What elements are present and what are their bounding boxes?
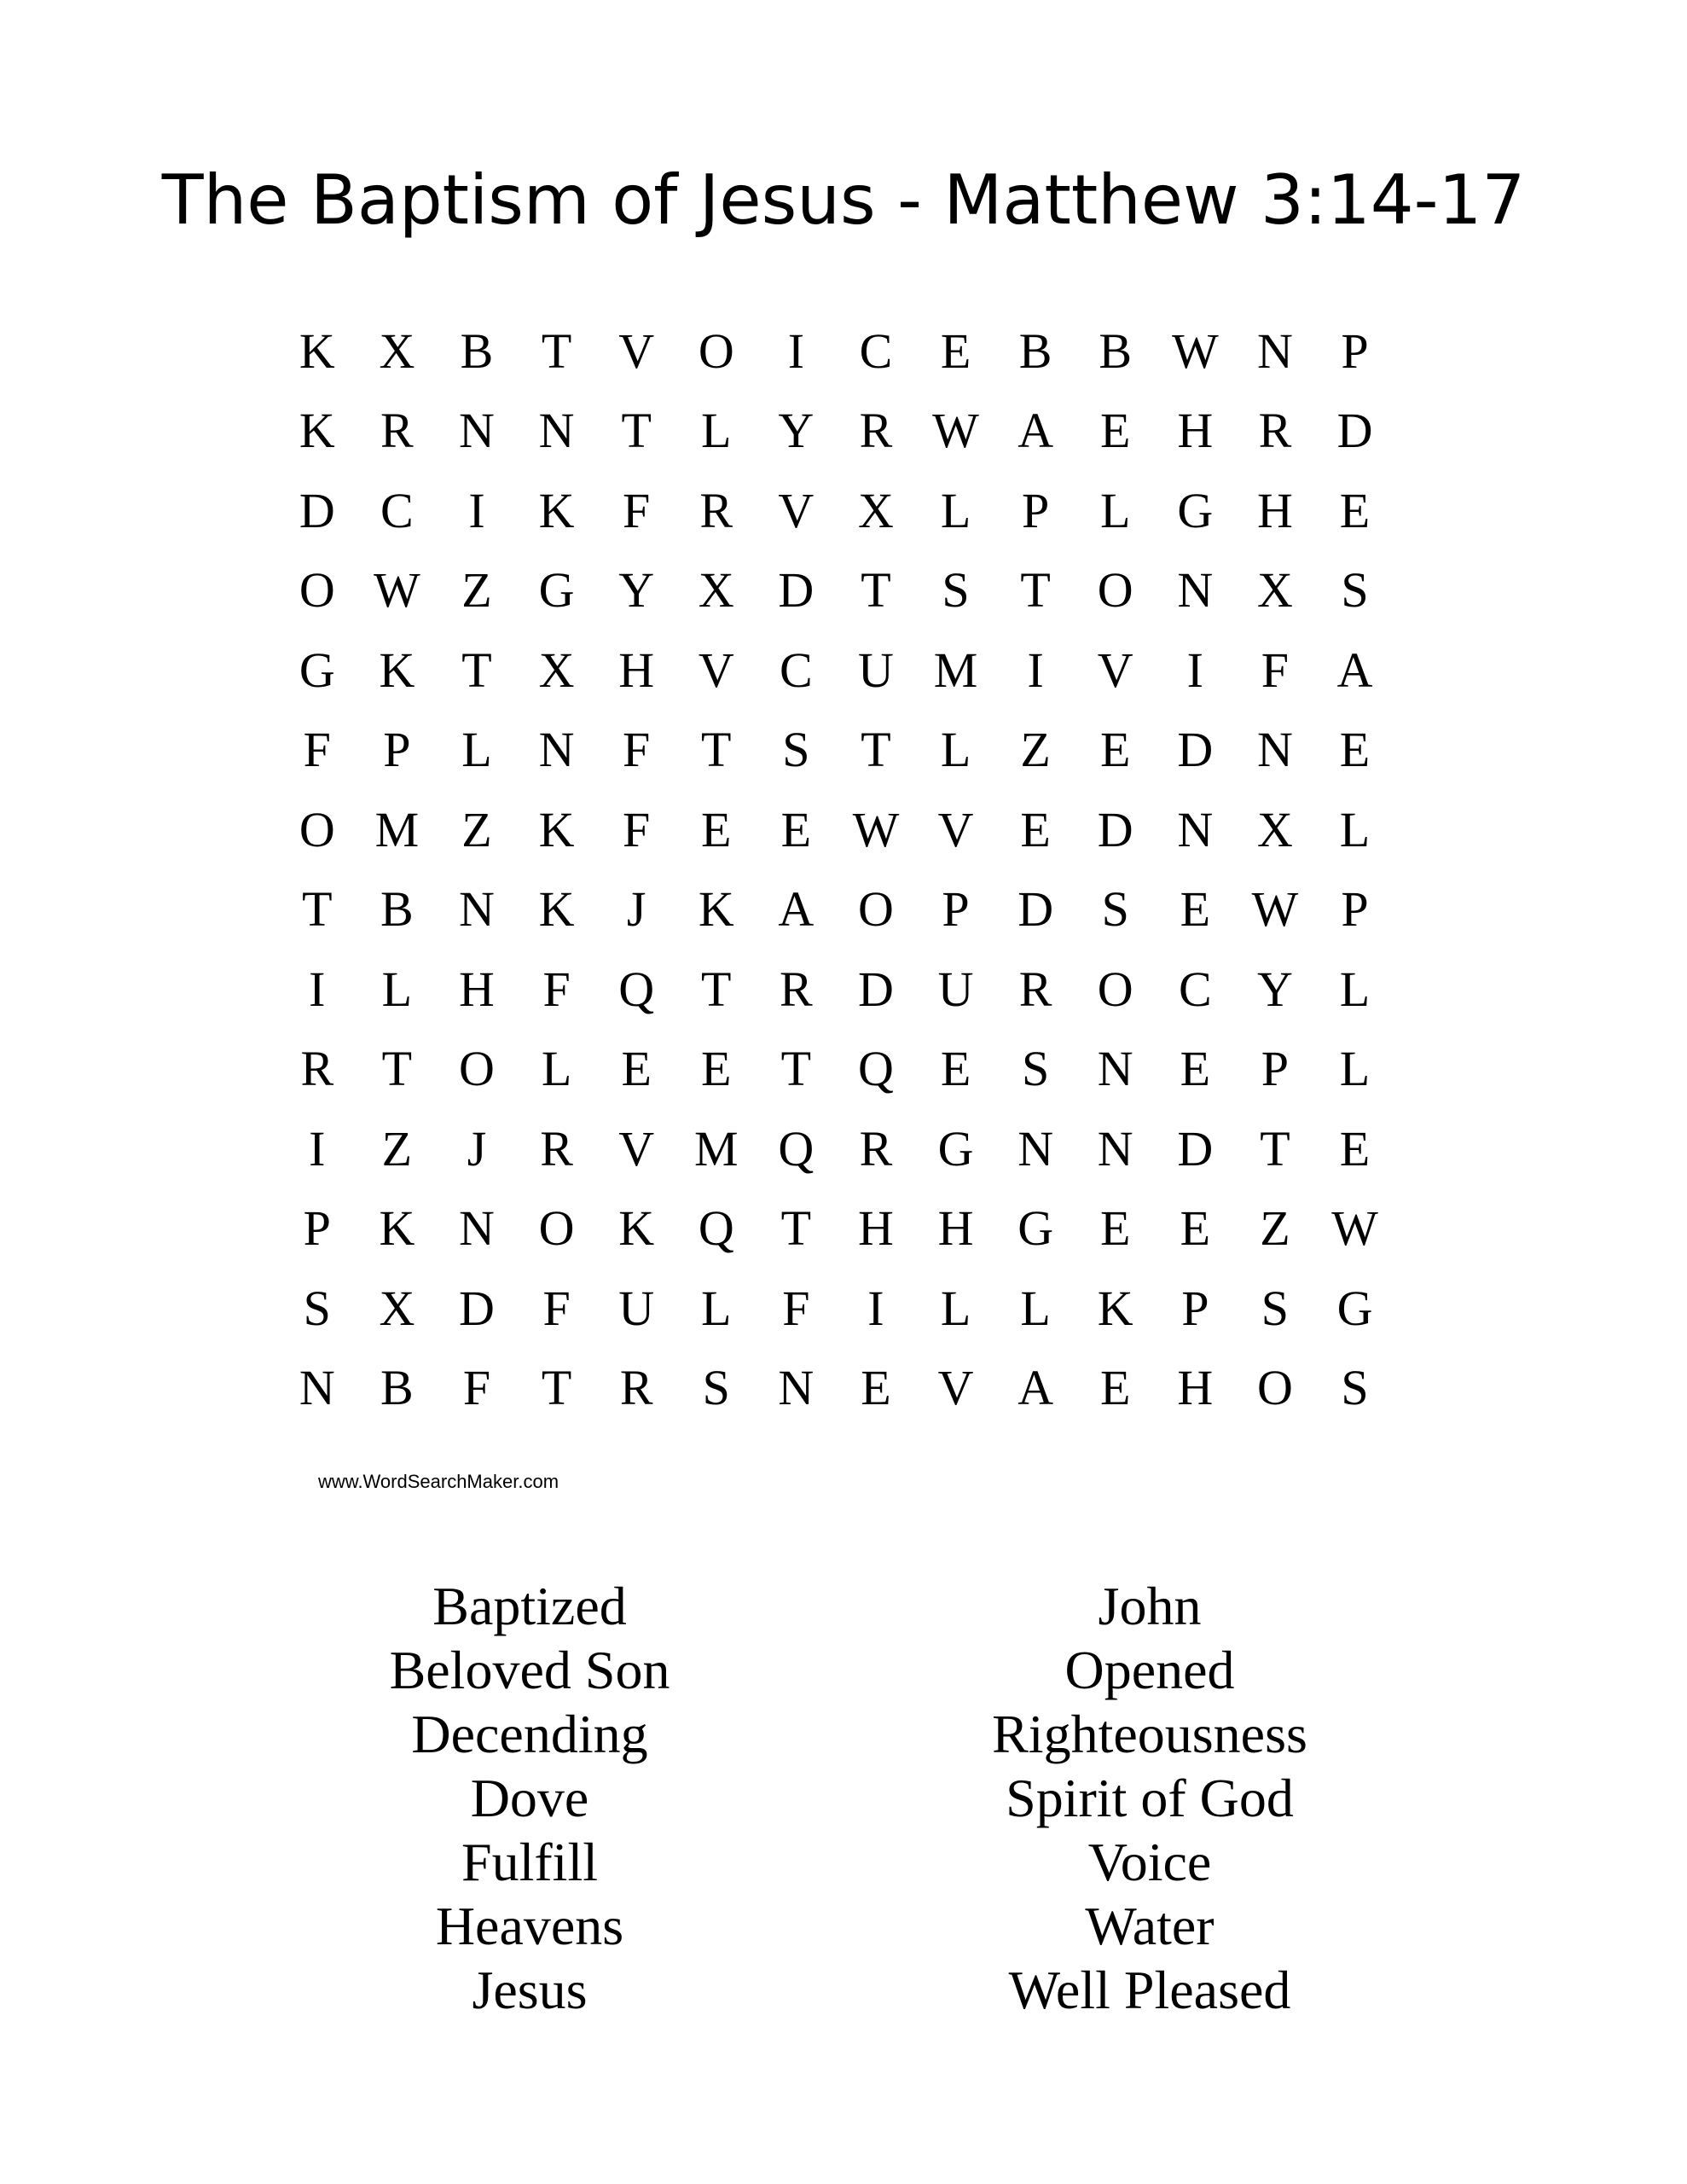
- grid-letter: A: [778, 881, 815, 938]
- grid-letter: I: [787, 322, 805, 379]
- watermark-url: www.WordSearchMaker.com: [318, 1471, 559, 1492]
- grid-letter: Z: [461, 801, 492, 857]
- grid-letter: P: [1181, 1280, 1209, 1336]
- word-list-item: Fulfill: [461, 1832, 599, 1892]
- grid-letter: R: [699, 482, 733, 538]
- grid-letter: S: [702, 1360, 730, 1416]
- grid-letter: S: [1341, 1360, 1369, 1416]
- grid-letter: V: [778, 482, 815, 538]
- grid-letter: P: [1341, 881, 1369, 938]
- grid-letter: F: [782, 1280, 810, 1336]
- grid-letter: E: [780, 801, 812, 857]
- grid-letter: E: [701, 801, 732, 857]
- grid-letter: N: [538, 722, 575, 778]
- grid-letter: F: [303, 722, 331, 778]
- grid-letter: E: [1339, 482, 1371, 538]
- grid-letter: V: [618, 322, 655, 379]
- grid-letter: O: [299, 801, 335, 857]
- word-list-item: Opened: [1064, 1640, 1235, 1700]
- grid-letter: E: [1100, 403, 1131, 459]
- grid-letter: U: [858, 642, 894, 698]
- grid-letter: U: [937, 961, 974, 1017]
- grid-letter: M: [374, 801, 420, 857]
- grid-letter: F: [542, 961, 571, 1017]
- grid-letter: G: [1177, 482, 1214, 538]
- grid-letter: F: [623, 482, 651, 538]
- grid-letter: B: [460, 322, 494, 379]
- grid-letter: G: [299, 642, 335, 698]
- grid-letter: X: [1256, 801, 1293, 857]
- grid-letter: E: [1100, 1360, 1131, 1416]
- grid-letter: Y: [1256, 961, 1293, 1017]
- grid-letter: O: [698, 322, 734, 379]
- grid-letter: O: [299, 562, 335, 619]
- grid-letter: L: [461, 722, 492, 778]
- grid-letter: L: [1339, 1041, 1371, 1097]
- grid-letter: G: [937, 1120, 974, 1176]
- grid-letter: O: [858, 881, 894, 938]
- grid-letter: F: [462, 1360, 491, 1416]
- grid-letter: J: [467, 1120, 487, 1176]
- grid-letter: V: [698, 642, 734, 698]
- grid-letter: X: [379, 1280, 415, 1336]
- grid-letter: I: [468, 482, 485, 538]
- grid-letter: F: [623, 801, 651, 857]
- grid-letter: G: [538, 562, 575, 619]
- grid-letter: T: [621, 403, 652, 459]
- grid-letter: N: [1097, 1041, 1133, 1097]
- grid-letter: D: [459, 1280, 495, 1336]
- grid-letter: H: [1177, 403, 1214, 459]
- grid-letter: K: [618, 1200, 655, 1257]
- grid-letter: T: [541, 322, 572, 379]
- grid-letter: K: [698, 881, 734, 938]
- word-list-item: Decending: [411, 1704, 648, 1764]
- grid-letter: V: [937, 1360, 974, 1416]
- grid-letter: N: [459, 1200, 495, 1257]
- grid-letter: Q: [778, 1120, 815, 1176]
- grid-letter: O: [1256, 1360, 1293, 1416]
- grid-letter: U: [618, 1280, 655, 1336]
- grid-letter: F: [623, 722, 651, 778]
- grid-letter: T: [302, 881, 333, 938]
- grid-letter: V: [618, 1120, 655, 1176]
- grid-letter: Z: [1260, 1200, 1290, 1257]
- grid-letter: W: [374, 562, 420, 619]
- grid-letter: E: [1180, 1200, 1211, 1257]
- grid-letter: H: [858, 1200, 894, 1257]
- grid-letter: B: [1099, 322, 1133, 379]
- grid-letter: R: [300, 1041, 334, 1097]
- grid-letter: T: [701, 961, 732, 1017]
- grid-letter: G: [1336, 1280, 1373, 1336]
- grid-letter: X: [698, 562, 734, 619]
- grid-letter: P: [1022, 482, 1050, 538]
- grid-letter: N: [538, 403, 575, 459]
- grid-letter: S: [942, 562, 970, 619]
- grid-letter: L: [701, 1280, 732, 1336]
- grid-letter: A: [1017, 1360, 1054, 1416]
- grid-letter: Q: [698, 1200, 734, 1257]
- grid-letter: M: [693, 1120, 739, 1176]
- grid-letter: K: [379, 642, 415, 698]
- word-list-item: Heavens: [435, 1896, 624, 1956]
- grid-letter: P: [383, 722, 411, 778]
- grid-letter: I: [309, 961, 326, 1017]
- grid-letter: X: [538, 642, 575, 698]
- grid-letter: L: [940, 722, 971, 778]
- grid-letter: E: [861, 1360, 891, 1416]
- word-list-item: Beloved Son: [389, 1640, 670, 1700]
- grid-letter: H: [459, 961, 495, 1017]
- grid-letter: D: [299, 482, 335, 538]
- grid-letter: L: [1339, 961, 1371, 1017]
- grid-letter: T: [861, 562, 891, 619]
- grid-letter: L: [701, 403, 732, 459]
- grid-letter: K: [538, 801, 575, 857]
- grid-letter: S: [303, 1280, 331, 1336]
- word-list-item: Jesus: [472, 1960, 588, 2020]
- word-list-item: Voice: [1087, 1832, 1212, 1892]
- grid-letter: L: [940, 482, 971, 538]
- grid-letter: X: [858, 482, 894, 538]
- grid-letter: S: [1022, 1041, 1050, 1097]
- grid-letter: J: [626, 881, 646, 938]
- grid-letter: R: [540, 1120, 573, 1176]
- grid-letter: P: [1341, 322, 1369, 379]
- word-list-item: Baptized: [432, 1576, 627, 1636]
- grid-letter: I: [309, 1120, 326, 1176]
- grid-letter: R: [619, 1360, 653, 1416]
- grid-letter: N: [778, 1360, 815, 1416]
- grid-letter: V: [1097, 642, 1133, 698]
- grid-letter: D: [1177, 1120, 1214, 1176]
- grid-letter: I: [867, 1280, 884, 1336]
- grid-letter: T: [861, 722, 891, 778]
- grid-letter: L: [1020, 1280, 1051, 1336]
- grid-letter: M: [933, 642, 978, 698]
- grid-letter: Y: [618, 562, 655, 619]
- grid-letter: L: [1100, 482, 1131, 538]
- grid-letter: W: [1331, 1200, 1378, 1257]
- grid-letter: T: [780, 1200, 812, 1257]
- grid-letter: D: [1336, 403, 1373, 459]
- page-title: The Baptism of Jesus - Matthew 3:14-17: [161, 160, 1526, 240]
- word-list-left: [231, 1574, 828, 2022]
- grid-letter: L: [940, 1280, 971, 1336]
- grid-letter: R: [859, 1120, 893, 1176]
- grid-letter: C: [380, 482, 414, 538]
- grid-letter: T: [780, 1041, 812, 1097]
- grid-letter: Z: [381, 1120, 413, 1176]
- grid-letter: N: [1097, 1120, 1133, 1176]
- grid-letter: G: [1017, 1200, 1054, 1257]
- grid-letter: B: [1018, 322, 1052, 379]
- grid-letter: E: [1100, 722, 1131, 778]
- grid-letter: N: [1177, 801, 1214, 857]
- grid-letter: N: [1177, 562, 1214, 619]
- grid-letter: B: [380, 1360, 414, 1416]
- grid-letter: S: [1101, 881, 1129, 938]
- grid-letter: S: [1261, 1280, 1290, 1336]
- grid-letter: O: [459, 1041, 495, 1097]
- grid-letter: H: [937, 1200, 974, 1257]
- grid-letter: R: [1018, 961, 1052, 1017]
- word-list-item: Dove: [470, 1768, 589, 1828]
- grid-letter: A: [1017, 403, 1054, 459]
- grid-letter: S: [782, 722, 810, 778]
- grid-letter: E: [1180, 881, 1211, 938]
- grid-letter: O: [1097, 961, 1133, 1017]
- grid-letter: T: [461, 642, 492, 698]
- grid-letter: F: [1261, 642, 1290, 698]
- grid-letter: K: [379, 1200, 415, 1257]
- grid-letter: E: [621, 1041, 652, 1097]
- grid-letter: W: [852, 801, 900, 857]
- grid-letter: Z: [461, 562, 492, 619]
- grid-letter: V: [937, 801, 974, 857]
- grid-letter: K: [299, 403, 335, 459]
- grid-letter: B: [380, 881, 414, 938]
- grid-letter: D: [1017, 881, 1054, 938]
- grid-letter: F: [542, 1280, 571, 1336]
- word-list-item: Well Pleased: [1008, 1960, 1291, 2020]
- grid-letter: I: [1027, 642, 1044, 698]
- grid-letter: E: [1100, 1200, 1131, 1257]
- grid-letter: C: [859, 322, 893, 379]
- grid-letter: W: [1171, 322, 1219, 379]
- grid-letter: R: [859, 403, 893, 459]
- grid-letter: T: [541, 1360, 572, 1416]
- grid-letter: E: [701, 1041, 732, 1097]
- grid-letter: A: [1336, 642, 1373, 698]
- grid-letter: L: [1339, 801, 1371, 857]
- grid-letter: Q: [618, 961, 655, 1017]
- grid-letter: D: [1177, 722, 1214, 778]
- grid-letter: W: [932, 403, 979, 459]
- grid-letter: X: [1256, 562, 1293, 619]
- grid-letter: Z: [1020, 722, 1051, 778]
- grid-letter: N: [1256, 722, 1293, 778]
- grid-letter: N: [1256, 322, 1293, 379]
- grid-letter: K: [299, 322, 335, 379]
- grid-letter: N: [459, 403, 495, 459]
- grid-letter: P: [942, 881, 970, 938]
- grid-letter: Y: [778, 403, 815, 459]
- grid-letter: H: [618, 642, 655, 698]
- grid-letter: R: [780, 961, 813, 1017]
- grid-letter: K: [538, 482, 575, 538]
- grid-letter: S: [1341, 562, 1369, 619]
- grid-letter: E: [940, 1041, 971, 1097]
- grid-letter: P: [303, 1200, 331, 1257]
- grid-letter: L: [541, 1041, 572, 1097]
- grid-letter: D: [778, 562, 815, 619]
- grid-letter: L: [381, 961, 413, 1017]
- grid-letter: R: [380, 403, 414, 459]
- grid-letter: I: [1186, 642, 1203, 698]
- grid-letter: R: [1258, 403, 1292, 459]
- grid-letter: E: [1020, 801, 1051, 857]
- grid-letter: E: [1180, 1041, 1211, 1097]
- word-list-item: Spirit of God: [1006, 1768, 1294, 1828]
- grid-letter: K: [538, 881, 575, 938]
- grid-letter: C: [1178, 961, 1212, 1017]
- grid-letter: X: [379, 322, 415, 379]
- grid-letter: T: [1260, 1120, 1290, 1176]
- grid-letter: H: [1177, 1360, 1214, 1416]
- word-list-right: [851, 1574, 1448, 2022]
- grid-letter: T: [1020, 562, 1051, 619]
- word-list-item: Water: [1085, 1896, 1215, 1956]
- word-list-item: Righteousness: [992, 1704, 1307, 1764]
- grid-letter: P: [1261, 1041, 1290, 1097]
- grid-letter: E: [1339, 722, 1371, 778]
- grid-letter: T: [381, 1041, 413, 1097]
- grid-letter: O: [538, 1200, 575, 1257]
- grid-letter: K: [1097, 1280, 1133, 1336]
- letter-grid: [277, 311, 1394, 1428]
- grid-letter: N: [299, 1360, 335, 1416]
- grid-letter: H: [1256, 482, 1293, 538]
- grid-letter: Q: [858, 1041, 894, 1097]
- grid-letter: N: [1017, 1120, 1054, 1176]
- grid-letter: C: [780, 642, 813, 698]
- grid-letter: E: [940, 322, 971, 379]
- grid-letter: D: [1097, 801, 1133, 857]
- grid-letter: W: [1251, 881, 1299, 938]
- grid-letter: O: [1097, 562, 1133, 619]
- word-list-item: John: [1098, 1576, 1202, 1636]
- grid-letter: D: [858, 961, 894, 1017]
- grid-letter: T: [701, 722, 732, 778]
- grid-letter: E: [1339, 1120, 1371, 1176]
- grid-letter: N: [459, 881, 495, 938]
